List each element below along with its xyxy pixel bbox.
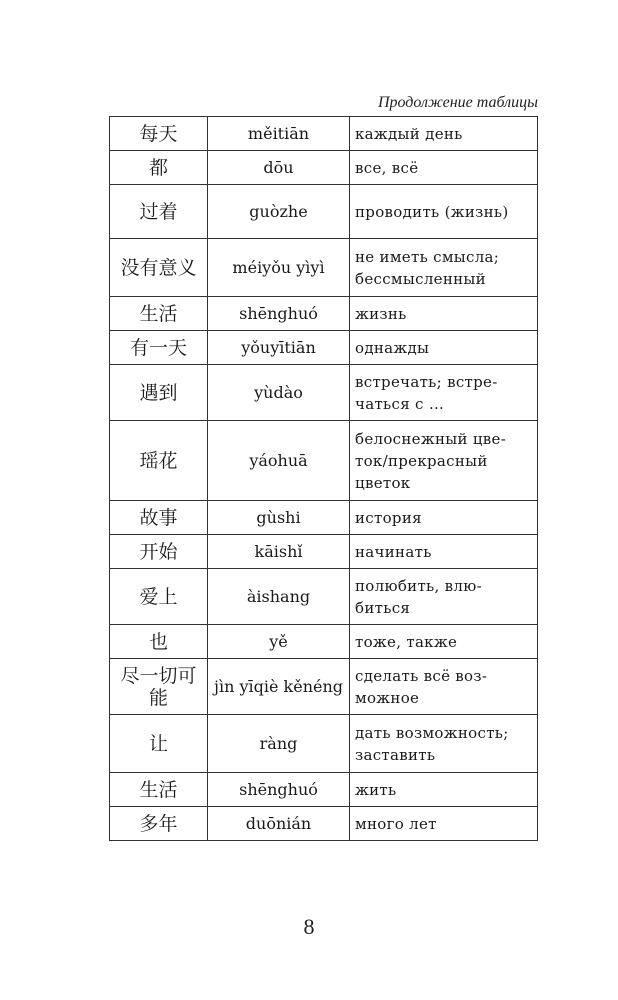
hanzi-cell: 过着	[110, 185, 208, 239]
pinyin-cell: àishang	[208, 569, 350, 625]
translation-cell: полюбить, влю-биться	[350, 569, 538, 625]
table-row	[110, 331, 538, 365]
hanzi-cell: 瑶花	[110, 421, 208, 501]
pinyin-cell: kāishǐ	[208, 535, 350, 569]
table-continuation-caption: Продолжение таблицы	[377, 94, 538, 111]
table-row	[110, 569, 538, 625]
table-row	[110, 625, 538, 659]
translation-cell: начинать	[350, 535, 538, 569]
pinyin-cell: yě	[208, 625, 350, 659]
translation-cell: все, всё	[350, 151, 538, 185]
hanzi-cell: 故事	[110, 501, 208, 535]
hanzi-cell: 尽一切可能	[110, 659, 208, 715]
translation-cell: дать возможность; заставить	[350, 715, 538, 773]
hanzi-cell: 让	[110, 715, 208, 773]
vocabulary-table	[109, 116, 538, 841]
pinyin-cell: shēnghuó	[208, 297, 350, 331]
page-number: 8	[303, 914, 315, 939]
pinyin-cell: jìn yīqiè kěnéng	[208, 659, 350, 715]
translation-cell: белоснежный цве-ток/прекрасный цветок	[350, 421, 538, 501]
table-row	[110, 239, 538, 297]
hanzi-cell: 生活	[110, 773, 208, 807]
translation-cell: жить	[350, 773, 538, 807]
pinyin-cell: méiyǒu yìyì	[208, 239, 350, 297]
table-row	[110, 715, 538, 773]
hanzi-cell: 生活	[110, 297, 208, 331]
table-row	[110, 659, 538, 715]
pinyin-cell: dōu	[208, 151, 350, 185]
table-row	[110, 117, 538, 151]
table-row	[110, 807, 538, 841]
pinyin-cell: gùshi	[208, 501, 350, 535]
translation-cell: однажды	[350, 331, 538, 365]
hanzi-cell: 有一天	[110, 331, 208, 365]
table-row	[110, 185, 538, 239]
translation-cell: сделать всё воз-можное	[350, 659, 538, 715]
pinyin-cell: ràng	[208, 715, 350, 773]
translation-cell: каждый день	[350, 117, 538, 151]
hanzi-cell: 爱上	[110, 569, 208, 625]
pinyin-cell: yáohuā	[208, 421, 350, 501]
translation-cell: не иметь смысла; бессмысленный	[350, 239, 538, 297]
hanzi-cell: 遇到	[110, 365, 208, 421]
translation-cell: история	[350, 501, 538, 535]
pinyin-cell: měitiān	[208, 117, 350, 151]
translation-cell: встречать; встре-чаться с …	[350, 365, 538, 421]
translation-cell: тоже, также	[350, 625, 538, 659]
table-row	[110, 151, 538, 185]
hanzi-cell: 也	[110, 625, 208, 659]
pinyin-cell: yùdào	[208, 365, 350, 421]
translation-cell: проводить (жизнь)	[350, 185, 538, 239]
hanzi-cell: 多年	[110, 807, 208, 841]
table-row	[110, 365, 538, 421]
hanzi-cell: 开始	[110, 535, 208, 569]
table-row	[110, 501, 538, 535]
table-row	[110, 421, 538, 501]
pinyin-cell: guòzhe	[208, 185, 350, 239]
translation-cell: много лет	[350, 807, 538, 841]
table-row	[110, 297, 538, 331]
pinyin-cell: yǒuyītiān	[208, 331, 350, 365]
pinyin-cell: duōnián	[208, 807, 350, 841]
table-row	[110, 535, 538, 569]
pinyin-cell: shēnghuó	[208, 773, 350, 807]
hanzi-cell: 没有意义	[110, 239, 208, 297]
hanzi-cell: 都	[110, 151, 208, 185]
hanzi-cell: 每天	[110, 117, 208, 151]
table-row	[110, 773, 538, 807]
translation-cell: жизнь	[350, 297, 538, 331]
